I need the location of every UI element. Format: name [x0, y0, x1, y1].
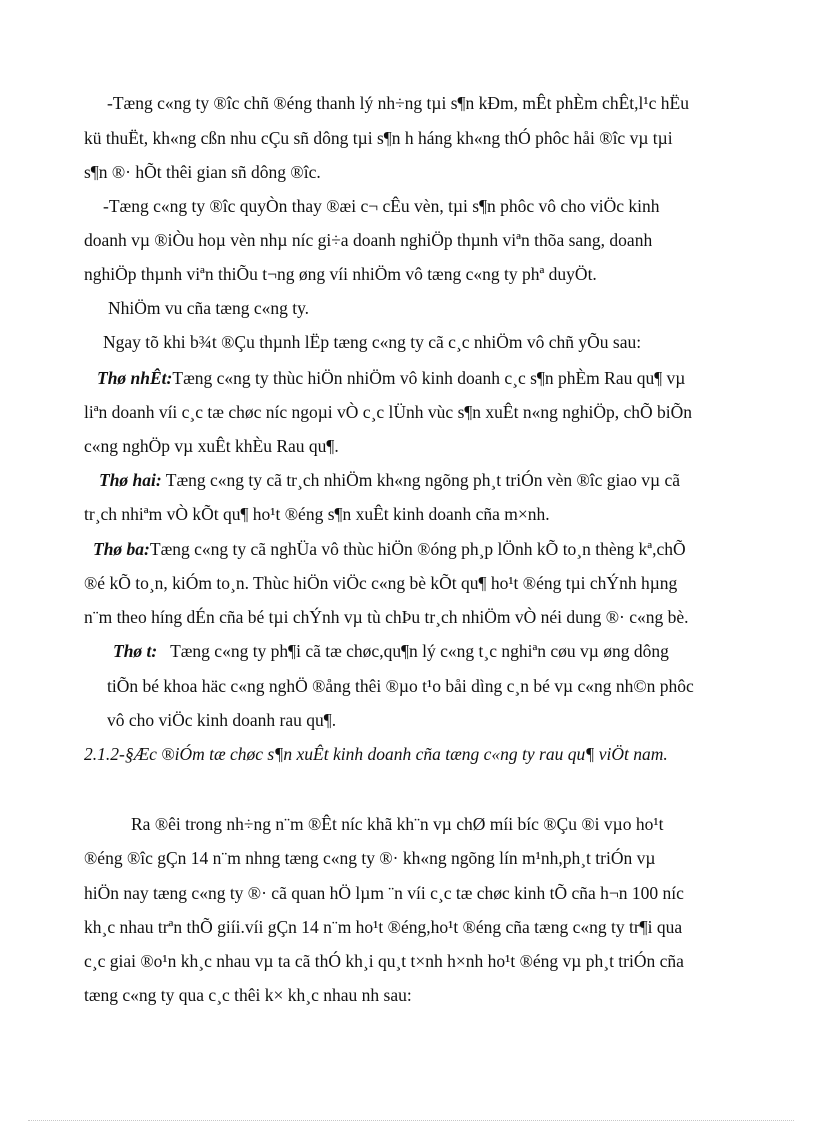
final-line-5: c¸c giai ®o¹n kh¸c nhau vµ ta cã thÓ kh¸i qu¸t t×nh h×nh ho¹t ®éng vµ ph¸t triÓn cña: [84, 951, 684, 971]
duty-first-line-1: Thø nhÊt:Tæng c«ng ty thùc hiÖn nhiÖm vô kinh doanh c¸c s¶n phÈm Rau qu¶ vµ: [97, 368, 686, 388]
duty-third-line-3: n¨m theo híng dÉn cña bé tµi chÝnh vµ tù chÞu tr¸ch nhiÖm vÒ néi dung ®· c«ng bè.: [84, 607, 689, 627]
final-line-1: Ra ®êi trong nh÷ng n¨m ®Êt níc khã kh¨n vµ chØ míi bíc ®Çu ®i vµo ho¹t: [131, 814, 664, 834]
duty-second-line-2: tr¸ch nhiªm vÒ kÕt qu¶ ho¹t ®éng s¶n xuÊt kinh doanh cña m×nh.: [84, 504, 550, 524]
final-line-3: hiÖn nay tæng c«ng ty ®· cã quan hÖ lµm ¨n víi c¸c tæ chøc kinh tÕ cña h¬n 100 níc: [84, 883, 684, 903]
duty-fourth-label: Thø t:: [113, 641, 158, 661]
final-line-6: tæng c«ng ty qua c¸c thêi k× kh¸c nhau nh sau:: [84, 985, 412, 1005]
duty-second-label: Thø hai:: [99, 470, 162, 490]
para2-line-3: nghiÖp thµnh viªn thiÕu t¬ng øng víi nhiÖm vô tæng c«ng ty phª duyÖt.: [84, 264, 597, 284]
duty-first-line-3: c«ng nghÖp vµ xuÊt khÈu Rau qu¶.: [84, 436, 339, 456]
para1-line-2: kü thuËt, kh«ng cßn nhu cÇu sñ dông tµi s¶n h háng kh«ng thÓ phôc håi ®îc vµ tµi: [84, 128, 673, 148]
para1-line-3: s¶n ®· hÕt thêi gian sñ dông ®îc.: [84, 162, 321, 182]
duty-first-line-2: liªn doanh víi c¸c tæ chøc níc ngoµi vÒ c¸c lÜnh vùc s¶n xuÊt n«ng nghiÖp, chÕ biÕn: [84, 402, 693, 422]
duty-third-line-2: ®é kÕ to¸n, kiÓm to¸n. Thùc hiÖn viÖc c«ng bè kÕt qu¶ ho¹t ®éng tµi chÝnh hµng: [84, 573, 678, 593]
final-line-4: kh¸c nhau trªn thÕ giíi.víi gÇn 14 n¨m ho¹t ®éng,ho¹t ®éng cña tæng c«ng ty tr¶i qua: [84, 917, 683, 937]
para2-line-1: -Tæng c«ng ty ®îc quyÒn thay ®æi c¬ cÊu vèn, tµi s¶n phôc vô cho viÖc kinh: [103, 196, 660, 216]
duty-second-line-1: Thø hai: Tæng c«ng ty cã tr¸ch nhiÖm kh«ng ngõng ph¸t triÓn vèn ®îc giao vµ cã: [99, 470, 681, 490]
duty-fourth-line-1: Thø t: Tæng c«ng ty ph¶i cã tæ chøc,qu¶n lý c«ng t¸c nghiªn cøu vµ øng dông: [113, 641, 669, 661]
duty-fourth-line-3: vô cho viÖc kinh doanh rau qu¶.: [107, 710, 337, 730]
duties-intro: Ngay tõ khi b¾t ®Çu thµnh lËp tæng c«ng ty cã c¸c nhiÖm vô chñ yÕu sau:: [103, 332, 642, 352]
duty-third-label: Thø ba:: [93, 539, 150, 559]
page-bottom-divider: [28, 1120, 794, 1121]
duties-heading: NhiÖm vu cña tæng c«ng ty.: [108, 298, 310, 318]
duty-fourth-line-2: tiÕn bé khoa häc c«ng nghÖ ®ång thêi ®µo t¹o båi dìng c¸n bé vµ c«ng nh©n phôc: [107, 676, 694, 696]
section-heading: 2.1.2-§Æc ®iÓm tæ chøc s¶n xuÊt kinh doanh cña tæng c«ng ty rau qu¶ viÖt nam.: [84, 744, 668, 764]
duty-first-label: Thø nhÊt:: [97, 368, 173, 388]
final-line-2: ®éng ®îc gÇn 14 n¨m nhng tæng c«ng ty ®· kh«ng ngõng lín m¹nh,ph¸t triÓn vµ: [84, 848, 656, 868]
para1-line-1: -Tæng c«ng ty ®îc chñ ®éng thanh lý nh÷ng tµi s¶n kÐm, mÊt phÈm chÊt,l¹c hËu: [107, 93, 689, 113]
duty-third-line-1: Thø ba:Tæng c«ng ty cã nghÜa vô thùc hiÖn ®óng ph¸p lÖnh kÕ to¸n thèng kª,chÕ: [93, 539, 686, 559]
para2-line-2: doanh vµ ®iÒu hoµ vèn nhµ níc gi÷a doanh nghiÖp thµnh viªn thõa sang, doanh: [84, 230, 653, 250]
